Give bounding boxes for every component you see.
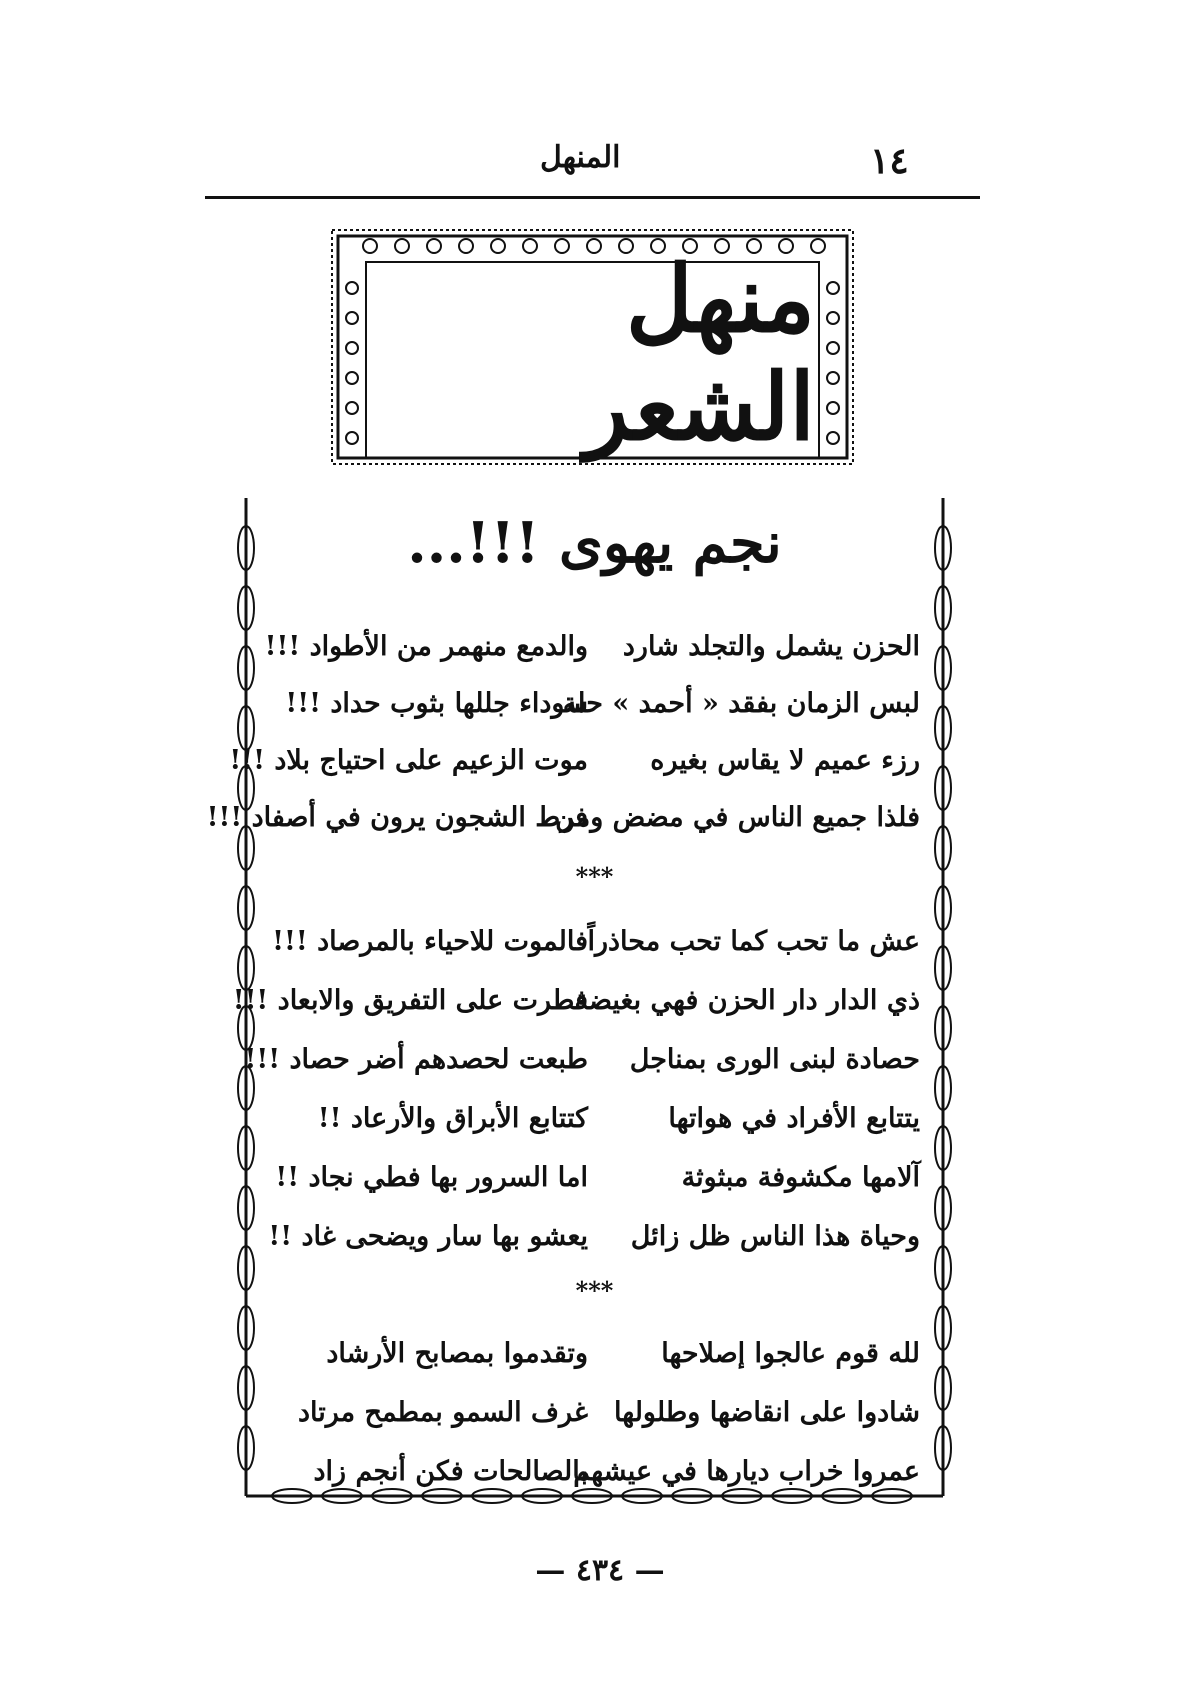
verse-line <box>270 918 920 974</box>
first-hemistich: آلامها مكشوفة مبثوثة <box>681 1162 920 1193</box>
first-hemistich: شادوا على انقاضها وطلولها <box>614 1397 920 1428</box>
first-hemistich: ذي الدار دار الحزن فهي بغيضة <box>574 985 920 1016</box>
first-hemistich: وحياة هذا الناس ظل زائل <box>630 1221 920 1252</box>
second-hemistich: والدمع منهمر من الأطواد !!! <box>264 631 588 662</box>
first-hemistich: حصادة لبنى الورى بمناجل <box>629 1044 920 1075</box>
poem-title: نجم يهوى !!!... <box>407 510 782 576</box>
first-hemistich: الحزن يشمل والتجلد شارد <box>622 631 920 662</box>
verse-line <box>270 1330 920 1386</box>
footer-page-number: — ٤٣٤ — <box>535 1553 665 1588</box>
second-hemistich: طبعت لحصدهم أضر حصاد !!! <box>244 1044 588 1075</box>
first-hemistich: لبس الزمان بفقد « أحمد » حلة <box>562 688 920 719</box>
page-number: ١٤ <box>870 140 909 182</box>
second-hemistich: فالموت للاحياء بالمرصاد !!! <box>272 926 588 957</box>
second-hemistich: غرف السمو بمطمح مرتاد <box>297 1397 588 1428</box>
first-hemistich: يتتابع الأفراد في هواتها <box>668 1103 920 1134</box>
stanza-separator: *** <box>575 1276 614 1305</box>
verse-line <box>270 1213 920 1269</box>
verse-line <box>270 1448 920 1504</box>
second-hemistich: اما السرور بها فطي نجاد !! <box>275 1162 588 1193</box>
verse-line <box>270 1154 920 1210</box>
second-hemistich: فرط الشجون يرون في أصفاد !!! <box>206 802 588 833</box>
section-banner <box>330 228 855 466</box>
header-rule <box>205 196 980 199</box>
second-hemistich: وتقدموا بمصابح الأرشاد <box>326 1338 588 1369</box>
second-hemistich: فطرت على التفريق والابعاد !!! <box>232 985 588 1016</box>
first-hemistich: رزء عميم لا يقاس بغيره <box>650 745 920 776</box>
verse-line <box>244 1036 920 1092</box>
banner-title: منهل الشعر <box>584 245 815 461</box>
second-hemistich: بالصالحات فكن أنجم زاد <box>313 1456 588 1487</box>
verse-line <box>270 680 920 736</box>
second-hemistich: يعشو بها سار ويضحى غاد !! <box>268 1221 588 1252</box>
first-hemistich: عمروا خراب ديارها في عيشهم <box>573 1456 920 1487</box>
first-hemistich: لله قوم عالجوا إصلاحها <box>661 1338 920 1369</box>
verse-line <box>229 737 920 793</box>
stanza-separator: *** <box>575 862 614 891</box>
verse-line <box>270 1389 920 1445</box>
verse-line <box>206 794 920 850</box>
first-hemistich: عش ما تحب كما تحب محاذراً <box>587 926 920 957</box>
second-hemistich: كتتابع الأبراق والأرعاد !! <box>317 1103 588 1134</box>
first-hemistich: فلذا جميع الناس في مضض ومن <box>555 802 920 833</box>
second-hemistich: موت الزعيم على احتياج بلاد !!! <box>229 745 588 776</box>
journal-title: المنهل <box>540 140 621 175</box>
verse-line <box>270 1095 920 1151</box>
verse-line <box>232 977 920 1033</box>
verse-line <box>264 623 920 679</box>
second-hemistich: سوداء جللها بثوب حداد !!! <box>285 688 588 719</box>
